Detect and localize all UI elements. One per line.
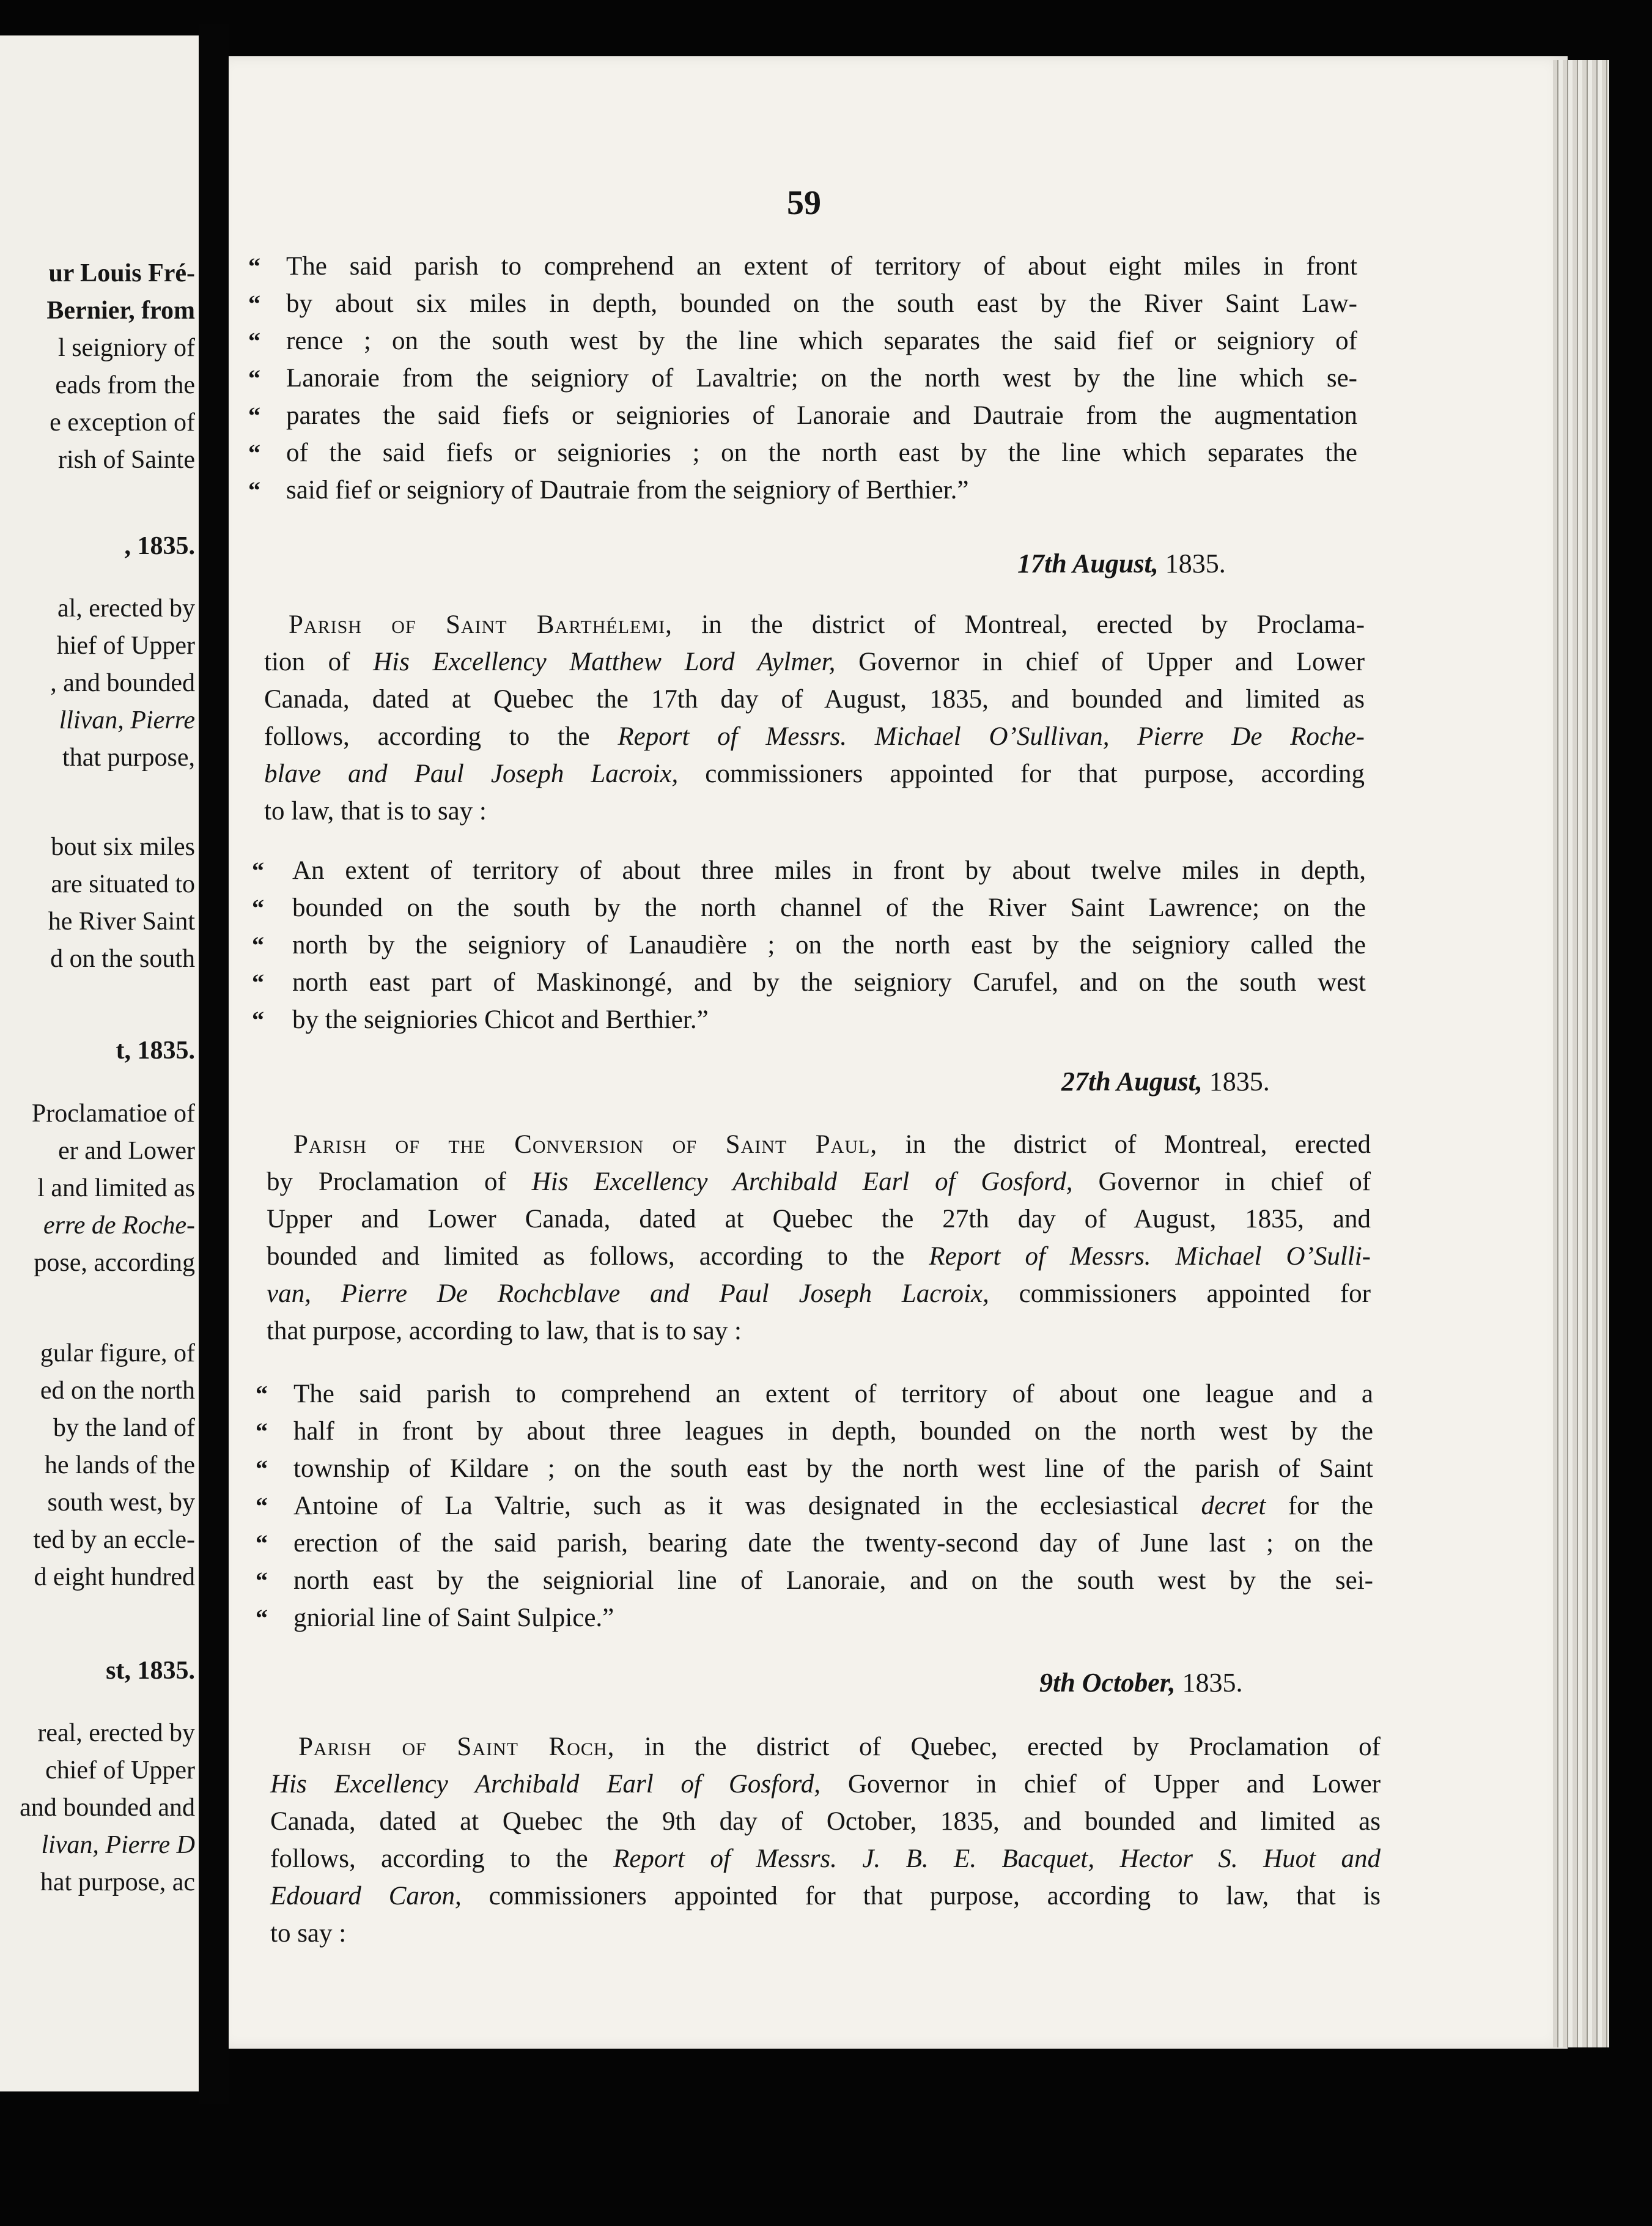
facing-page-line: llivan, Pierre <box>59 706 195 734</box>
parish-heading: Parish of Saint Barthélemi, <box>289 610 673 639</box>
quote-line: parates the said fiefs or seigniories of Lanoraie and Dautraie from the augmentation <box>286 401 1357 430</box>
facing-page-line: Bernier, from <box>46 297 195 325</box>
quote-mark: “ <box>248 364 260 392</box>
facing-page-line: real, erected by <box>37 1719 195 1747</box>
facing-page <box>0 35 199 2091</box>
quote-line: The said parish to comprehend an extent of territory of about one league and a <box>293 1380 1373 1408</box>
parish-heading: Parish of the Conversion of Saint Paul, <box>293 1130 878 1159</box>
quote-mark: “ <box>252 894 264 922</box>
facing-page-line: that purpose, <box>62 744 195 772</box>
facing-page-line: erre de Roche- <box>43 1211 195 1240</box>
quote-mark: “ <box>248 327 260 355</box>
parish-heading: Parish of Saint Roch, <box>298 1732 615 1761</box>
facing-page-line: l seigniory of <box>58 334 195 362</box>
facing-page-line: he lands of the <box>44 1451 195 1479</box>
quote-mark: “ <box>256 1418 268 1445</box>
quote-line: rence ; on the south west by the line which separates the said fief or seigniory of <box>286 327 1357 355</box>
quote-mark: “ <box>256 1380 268 1408</box>
facing-page-line: ted by an eccle- <box>33 1526 195 1554</box>
facing-page-line: gular figure, of <box>40 1339 195 1367</box>
facing-page-line: chief of Upper <box>45 1756 195 1784</box>
facing-page-line: st, 1835. <box>106 1657 195 1685</box>
quote-line: by about six miles in depth, bounded on the south east by the River Saint Law- <box>286 289 1357 318</box>
quote-line: township of Kildare ; on the south east by the north west line of the parish of Saint <box>293 1454 1373 1483</box>
quote-mark: “ <box>256 1567 268 1594</box>
facing-page-line: livan, Pierre D <box>41 1831 195 1859</box>
quote-line: north by the seigniory of Lanaudière ; on the north east by the seigniory called the <box>292 931 1366 960</box>
quote-line: north east by the seigniorial line of Lanoraie, and on the south west by the sei- <box>293 1566 1373 1595</box>
quote-mark: “ <box>248 253 260 280</box>
facing-page-line: eads from the <box>55 371 195 399</box>
quote-mark: “ <box>252 1006 264 1034</box>
quote-mark: “ <box>256 1529 268 1557</box>
quote-mark: “ <box>248 439 260 467</box>
quote-line: The said parish to comprehend an extent of territory of about eight miles in front <box>286 252 1357 281</box>
quote-line: half in front by about three leagues in depth, bounded on the north west by the <box>293 1417 1373 1446</box>
facing-page-line: rish of Sainte <box>58 446 195 474</box>
quote-line: by the seigniories Chicot and Berthier.” <box>292 1005 709 1034</box>
facing-page-line: ur Louis Fré- <box>48 259 195 287</box>
facing-page-line: er and Lower <box>58 1137 195 1165</box>
facing-page-line: Proclamatioe of <box>31 1100 195 1128</box>
quote-line: of the said fiefs or seigniories ; on the north east by the line which separates the <box>286 438 1357 467</box>
quote-line: erection of the said parish, bearing date the twenty-second day of June last ; on the <box>293 1529 1373 1558</box>
page-number: 59 <box>787 184 821 222</box>
quote-mark: “ <box>256 1492 268 1520</box>
book-gutter <box>199 24 229 2104</box>
facing-page-line: , 1835. <box>124 532 195 560</box>
facing-page-line: e exception of <box>50 409 195 437</box>
facing-page-line: he River Saint <box>48 908 195 936</box>
facing-page-line: l and limited as <box>37 1174 195 1202</box>
quote-mark: “ <box>252 969 264 996</box>
facing-page-line: south west, by <box>47 1488 195 1517</box>
quote-mark: “ <box>252 857 264 884</box>
facing-page-line: al, erected by <box>57 594 195 623</box>
facing-page-line: by the land of <box>53 1414 195 1442</box>
quote-mark: “ <box>256 1455 268 1482</box>
facing-page-line: are situated to <box>51 870 195 898</box>
facing-page-line: pose, according <box>34 1249 195 1277</box>
facing-page-line: ed on the north <box>40 1377 195 1405</box>
quote-mark: “ <box>248 476 260 504</box>
date-17-august: 17th August, 1835. <box>1017 549 1226 579</box>
quote-line: said fief or seigniory of Dautraie from the seigniory of Berthier.” <box>286 476 969 505</box>
quote-line: Lanoraie from the seigniory of Lavaltrie; on the north west by the line which se- <box>286 364 1357 393</box>
page-edges <box>1553 60 1609 2047</box>
facing-page-line: hat purpose, ac <box>40 1868 195 1896</box>
facing-page-line: hief of Upper <box>56 632 195 660</box>
quote-line: Antoine of La Valtrie, such as it was designated in the ecclesiastical decret for the <box>293 1492 1374 1520</box>
quote-line: An extent of territory of about three miles in front by about twelve miles in depth, <box>292 856 1366 885</box>
quote-line: bounded on the south by the north channel of the River Saint Lawrence; on the <box>292 893 1366 922</box>
quote-mark: “ <box>248 402 260 429</box>
facing-page-line: bout six miles <box>51 833 195 861</box>
facing-page-line: , and bounded <box>50 669 195 697</box>
facing-page-line: and bounded and <box>20 1794 195 1822</box>
facing-page-line: t, 1835. <box>116 1037 195 1065</box>
facing-page-line: d eight hundred <box>34 1563 195 1591</box>
quote-line: gniorial line of Saint Sulpice.” <box>293 1603 614 1632</box>
quote-mark: “ <box>256 1604 268 1632</box>
quote-mark: “ <box>252 931 264 959</box>
quote-mark: “ <box>248 290 260 317</box>
quote-line: north east part of Maskinongé, and by the seigniory Carufel, and on the south west <box>292 968 1366 997</box>
facing-page-line: d on the south <box>50 945 195 973</box>
date-9-october: 9th October, 1835. <box>1039 1668 1243 1698</box>
date-27-august: 27th August, 1835. <box>1061 1067 1270 1096</box>
